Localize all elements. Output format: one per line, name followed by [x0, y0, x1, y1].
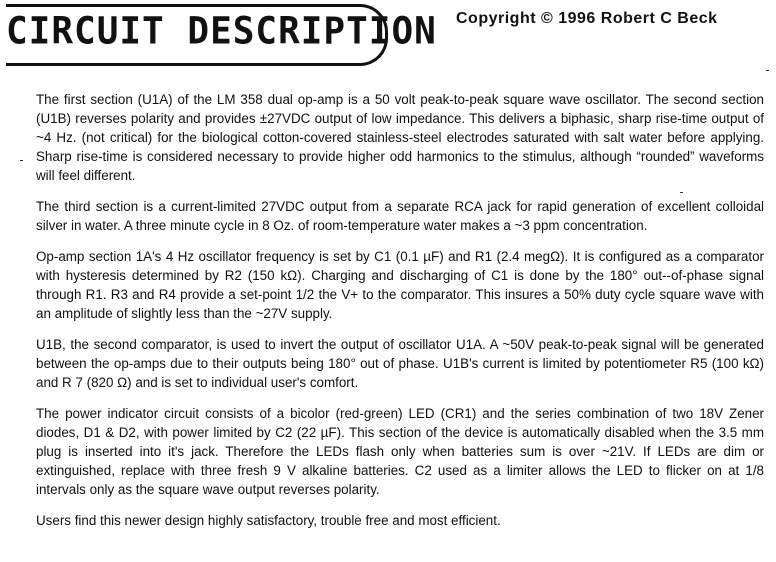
copyright-notice: Copyright © 1996 Robert C Beck — [456, 10, 718, 27]
paragraph-oscillator: The first section (U1A) of the LM 358 dual op-amp is a 50 volt peak-to-peak square wave oscillator. The second section (U1B) reverses polarity and provides ±27VDC output of low impedance. This delivers a biphasic, sharp rise-time output of ~4 Hz. (not critical) for the biological cotton-covered stainless-steel electrodes saturated with salt water before applying. Sharp rise-time is considered necessary to provide higher odd harmonics to the stimulus, although “rounded” waveforms will feel different. — [36, 92, 764, 183]
paragraph-colloidal-silver: The third section is a current-limited 27VDC output from a separate RCA jack for rapid generation of excellent colloidal silver in water. A three minute cycle in 8 Oz. of room-temperature water makes a ~3 ppm concentration. — [36, 199, 764, 233]
paragraph-inverter: U1B, the second comparator, is used to invert the output of oscillator U1A. A ~50V peak-to-peak signal will be generated between the op-amps due to their outputs being 180° out of phase. U1B's current is limited by potentiometer R5 (100 kΩ) and R 7 (820 Ω) and is set to individual user's comfort. — [36, 337, 764, 390]
scan-speck — [766, 70, 769, 71]
scan-speck — [680, 192, 683, 193]
paragraph-conclusion: Users find this newer design highly satisfactory, trouble free and most efficient. — [36, 513, 501, 528]
page-title: CIRCUIT DESCRIPTION — [6, 9, 437, 54]
paragraph-power-indicator: The power indicator circuit consists of a bicolor (red-green) LED (CR1) and the series combination of two 18V Zener diodes, D1 & D2, with power limited by C2 (22 µF). This section of the device is automatically disabled when the 3.5 mm plug is inserted into it's jack. Therefore the LEDs flash only when batteries sum is over ~21V. If LEDs are dim or extinguished, replace with three fresh 9 V alkaline batteries. C2 used as a limiter allows the LED to flicker on at 1/8 intervals only as the square wave output reverses polarity. — [36, 406, 764, 497]
document-body — [36, 90, 764, 530]
paragraph-oscillator-frequency: Op-amp section 1A's 4 Hz oscillator frequency is set by C1 (0.1 µF) and R1 (2.4 megΩ). It is configured as a comparator with hysteresis determined by R2 (150 kΩ). Charging and discharging of C1 is done by the 180° out--of-phase signal through R1. R3 and R4 provide a set-point 1/2 the V+ to the comparator. This insures a 50% duty cycle square wave with an amplitude of slightly less than the ~27V supply. — [36, 249, 764, 321]
scan-speck — [20, 160, 23, 161]
